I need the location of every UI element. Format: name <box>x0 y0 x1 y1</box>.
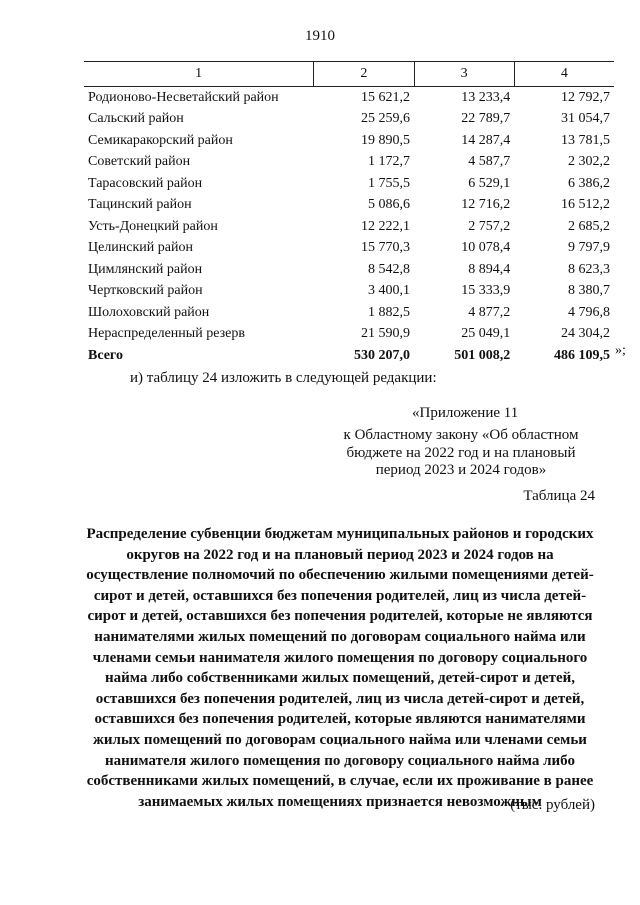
value-2023: 13 233,4 <box>461 89 511 105</box>
value-2023: 14 287,4 <box>461 132 511 148</box>
value-2023: 4 877,2 <box>468 304 511 320</box>
table-row <box>84 324 614 346</box>
total-2023: 501 008,2 <box>454 347 511 363</box>
page-number: 1910 <box>305 28 335 44</box>
district-name: Усть-Донецкий район <box>88 218 218 234</box>
district-name: Семикаракорский район <box>88 132 233 148</box>
column-header-4: 4 <box>514 62 614 87</box>
value-2024: 8 623,3 <box>568 261 610 277</box>
total-closing-quote: »; <box>615 343 626 358</box>
value-2023: 4 587,7 <box>468 154 511 170</box>
district-name: Родионово-Несветайский район <box>88 89 279 105</box>
value-2022: 12 222,1 <box>361 218 411 234</box>
value-2023: 15 333,9 <box>461 283 511 299</box>
column-header-1: 1 <box>84 62 314 87</box>
district-name: Тацинский район <box>88 197 192 213</box>
total-row <box>84 345 614 367</box>
district-name: Советский район <box>88 154 191 170</box>
column-header-3: 3 <box>414 62 514 87</box>
table-row <box>84 87 614 109</box>
annex-title: «Приложение 11 <box>412 405 519 421</box>
value-2023: 2 757,2 <box>468 218 511 234</box>
value-2022: 15 621,2 <box>361 89 411 105</box>
value-2022: 1 882,5 <box>368 304 411 320</box>
value-2022: 3 400,1 <box>368 283 411 299</box>
value-2022: 1 755,5 <box>368 175 411 191</box>
value-2024: 13 781,5 <box>561 132 610 148</box>
table-row <box>84 216 614 238</box>
value-2024: 4 796,8 <box>568 304 610 320</box>
value-2022: 15 770,3 <box>361 240 411 256</box>
district-name: Нераспределенный резерв <box>88 326 245 342</box>
table-row <box>84 281 614 303</box>
annex-law-reference: к Областному закону «Об областном бюджете на 2022 год и на плановый период 2023 и 2024 годов» <box>343 427 579 478</box>
value-2022: 1 172,7 <box>368 154 411 170</box>
total-2024: 486 109,5 <box>554 347 610 363</box>
value-2024: 12 792,7 <box>561 89 610 105</box>
units-label: (тыс. рублей) <box>510 797 595 813</box>
table-row <box>84 152 614 174</box>
value-2023: 12 716,2 <box>461 197 511 213</box>
amendment-instruction: и) таблицу 24 изложить в следующей редакции: <box>130 370 437 386</box>
district-name: Тарасовский район <box>88 175 203 191</box>
column-header-2: 2 <box>314 62 414 87</box>
value-2024: 16 512,2 <box>561 197 610 213</box>
district-name: Целинский район <box>88 240 193 256</box>
table-header-row <box>84 62 614 87</box>
value-2024: 2 685,2 <box>568 218 610 234</box>
district-name: Цимлянский район <box>88 261 203 277</box>
value-2024: 24 304,2 <box>561 326 610 342</box>
total-2022: 530 207,0 <box>354 347 411 363</box>
value-2022: 21 590,9 <box>361 326 411 342</box>
value-2023: 6 529,1 <box>468 175 511 191</box>
value-2022: 5 086,6 <box>368 197 411 213</box>
total-label: Всего <box>88 347 123 363</box>
value-2024: 9 797,9 <box>568 240 610 256</box>
value-2023: 22 789,7 <box>461 111 511 127</box>
value-2024: 6 386,2 <box>568 175 610 191</box>
value-2022: 8 542,8 <box>368 261 411 277</box>
value-2022: 25 259,6 <box>361 111 411 127</box>
table-row <box>84 302 614 324</box>
table-label: Таблица 24 <box>523 488 595 504</box>
subvention-table <box>84 61 614 367</box>
value-2023: 8 894,4 <box>468 261 511 277</box>
value-2024: 31 054,7 <box>561 111 610 127</box>
table-row <box>84 238 614 260</box>
district-name: Шолоховский район <box>88 304 210 320</box>
table-row <box>84 173 614 195</box>
district-name: Чертковский район <box>88 283 203 299</box>
value-2022: 19 890,5 <box>361 132 411 148</box>
value-2024: 8 380,7 <box>568 283 610 299</box>
district-name: Сальский район <box>88 111 184 127</box>
table-row <box>84 130 614 152</box>
value-2023: 10 078,4 <box>461 240 511 256</box>
table-row <box>84 259 614 281</box>
value-2023: 25 049,1 <box>461 326 511 342</box>
table-heading: Распределение субвенции бюджетам муниципальных районов и городских округов на 2022 год и на плановый период 2023 и 2024 годов на осуществление полномочий по обеспечению жилыми помещениями детей-сирот и детей, оставшихся без попечения родителей, лиц из числа детей-сирот и детей, оставшихся без попечения родителей, которые не являются нанимателями жилых помещений по договорам социального найма или членами семьи нанимателя жилого помещения по договору социального найма либо собственниками жилых помещений, детей-сирот и детей, оставшихся без попечения родителей, лиц из числа детей-сирот и детей, оставшихся без попечения родителей, которые являются нанимателями жилых помещений по договорам социального найма или членами семьи нанимателя жилого помещения по договору социального найма либо собственниками жилых помещений, в случае, если их проживание в ранее занимаемых жилых помещениях признается невозможным <box>86 526 594 810</box>
table-row <box>84 109 614 131</box>
value-2024: 2 302,2 <box>568 154 610 170</box>
table-row <box>84 195 614 217</box>
